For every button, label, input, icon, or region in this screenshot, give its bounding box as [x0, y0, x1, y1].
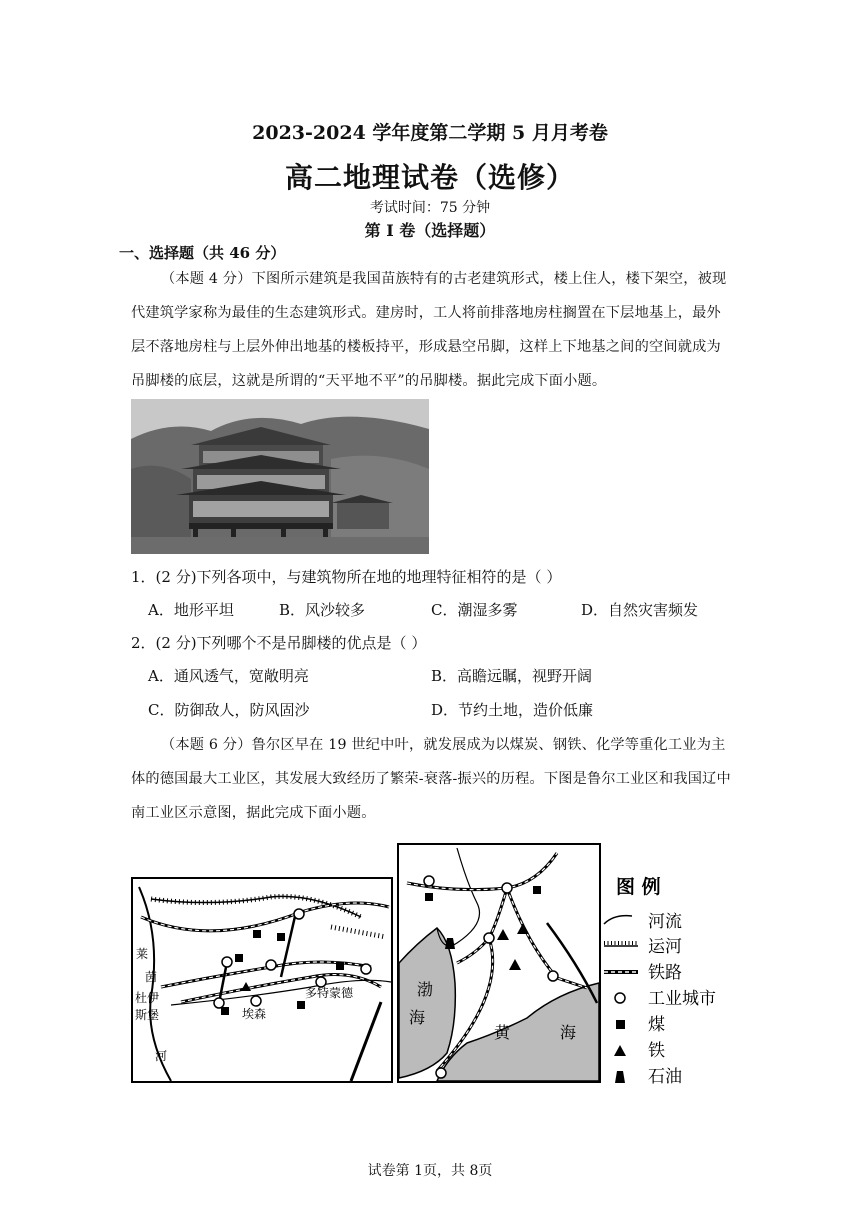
label-huang: 黄 [494, 1023, 511, 1042]
intro-paragraph-1: （本题 4 分）下图所示建筑是我国苗族特有的古老建筑形式，楼上住人，楼下架空，被现代建筑学家称为最佳的生态建筑形式。建房时，工人将前排落地房柱搁置在下层地基上，最外层不落地房柱与上层外伸出地基的楼板持平，形成悬空吊脚，这样上下地基之间的空间就成为吊脚楼的底层，这就是所谓的“天平地不平”的吊脚楼。据此完成下面小题。 [131, 271, 727, 389]
q2-option-c: C．防御敌人，防风固沙 [148, 701, 310, 719]
q1-option-c: C．潮湿多雾 [431, 601, 518, 619]
map-legend [600, 868, 740, 1093]
q2-option-d: D．节约土地，造价低廉 [431, 701, 594, 719]
exam-time: 考试时间：75 分钟 [369, 200, 491, 216]
q1-option-d: D．自然灾害频发 [581, 601, 699, 619]
legend-river: 河流 [648, 912, 682, 932]
label-bohai-1: 渤 [417, 980, 434, 999]
label-dortmund: 多特蒙德 [305, 986, 354, 1000]
question-2-stem: 2．(2 分)下列哪个不是吊脚楼的优点是（ ） [131, 634, 427, 652]
legend-iron: 铁 [648, 1041, 665, 1061]
label-he: 河 [155, 1049, 168, 1063]
legend-coal: 煤 [648, 1015, 665, 1035]
question-1-stem: 1．(2 分)下列各项中，与建筑物所在地的地理特征相符的是（ ） [131, 568, 562, 586]
q1-option-b: B．风沙较多 [279, 601, 366, 619]
liaoning-map [397, 843, 601, 1083]
legend-title: 图 例 [616, 876, 661, 898]
label-duisburg-1: 杜伊 [135, 991, 160, 1005]
label-hai: 海 [560, 1023, 577, 1042]
q2-option-a: A．通风透气，宽敞明亮 [148, 667, 309, 685]
label-duisburg-2: 斯堡 [135, 1008, 160, 1022]
stilt-house-photo [131, 399, 429, 554]
legend-industrial-city: 工业城市 [648, 989, 716, 1009]
label-essen: 埃森 [242, 1007, 267, 1021]
q1-option-a: A．地形平坦 [148, 601, 234, 619]
legend-canal: 运河 [648, 937, 682, 957]
label-yin: 茵 [145, 970, 158, 984]
page-footer: 试卷第 1页，共 8页 [367, 1163, 493, 1179]
section-title: 一、选择题（共 46 分） [119, 244, 286, 262]
legend-oil: 石油 [648, 1067, 682, 1087]
q2-option-b: B．高瞻远瞩，视野开阔 [431, 667, 593, 685]
subject-title: 高二地理试卷（选修） [284, 161, 575, 194]
legend-railway: 铁路 [648, 963, 682, 983]
ruhr-map [131, 877, 393, 1083]
label-bohai-2: 海 [409, 1008, 426, 1027]
exam-title: 2023-2024 学年度第二学期 5 月月考卷 [252, 122, 608, 144]
volume-heading: 第 I 卷（选择题） [364, 221, 496, 240]
intro-paragraph-2: （本题 6 分）鲁尔区早在 19 世纪中叶，就发展成为以煤炭、钢铁、化学等重化工业为主体的德国最大工业区，其发展大致经历了繁荣-衰落-振兴的历程。下图是鲁尔工业区和我国辽中南工业区示意图，据此完成下面小题。 [131, 737, 731, 821]
label-lai: 莱 [136, 947, 149, 961]
